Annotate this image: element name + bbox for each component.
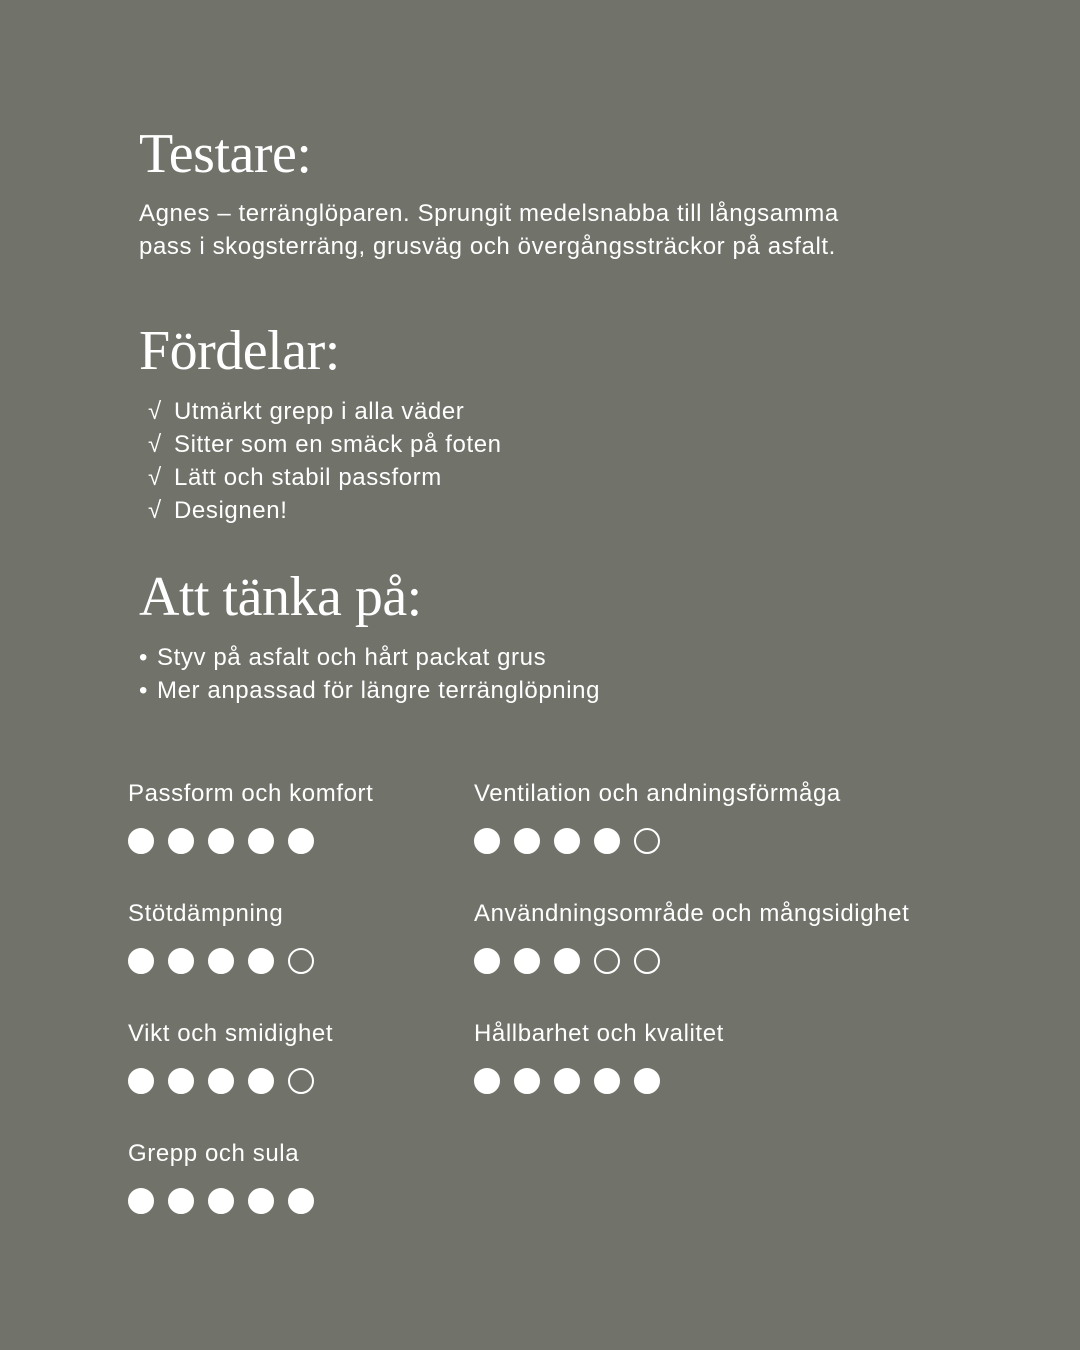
rating-dot-filled-icon [594, 1068, 620, 1094]
cons-list-item [139, 641, 600, 674]
rating-dot-filled-icon [554, 828, 580, 854]
heading-att-tanka-pa: Att tänka på: [139, 566, 422, 628]
check-mark-icon: √ [148, 431, 162, 458]
pros-item-label: Utmärkt grepp i alla väder [174, 398, 465, 425]
rating-label: Ventilation och andningsförmåga [474, 780, 841, 807]
pros-item-label: Designen! [174, 497, 288, 524]
rating-dot-filled-icon [208, 1188, 234, 1214]
rating-dots [128, 1188, 328, 1214]
rating-dot-filled-icon [128, 1188, 154, 1214]
cons-item-label: Mer anpassad för längre terränglöpning [157, 677, 601, 704]
rating-dot-filled-icon [208, 1068, 234, 1094]
rating-dots [128, 948, 328, 974]
rating-dots [474, 828, 674, 854]
bullet-icon: • [139, 677, 149, 704]
rating-dot-filled-icon [248, 1188, 274, 1214]
cons-item-label: Styv på asfalt och hårt packat grus [157, 644, 547, 671]
rating-dot-filled-icon [128, 1068, 154, 1094]
rating-dot-empty-icon [594, 948, 620, 974]
rating-dot-filled-icon [474, 1068, 500, 1094]
rating-passform-och-komfort [128, 779, 373, 809]
rating-dot-empty-icon [288, 1068, 314, 1094]
rating-dot-filled-icon [474, 948, 500, 974]
rating-dot-filled-icon [514, 828, 540, 854]
rating-dots [474, 948, 674, 974]
rating-label: Passform och komfort [128, 780, 374, 807]
tester-description [139, 197, 839, 263]
pros-list-item [148, 494, 502, 527]
rating-dot-filled-icon [634, 1068, 660, 1094]
tester-description-line-2: pass i skogsterräng, grusväg och övergångssträckor på asfalt. [139, 233, 836, 260]
rating-vikt-och-smidighet [128, 1019, 333, 1049]
pros-list-item [148, 395, 502, 428]
rating-dot-filled-icon [208, 948, 234, 974]
rating-label: Hållbarhet och kvalitet [474, 1020, 724, 1047]
rating-dot-filled-icon [248, 948, 274, 974]
rating-label: Stötdämpning [128, 900, 284, 927]
heading-testare: Testare: [139, 123, 312, 185]
rating-dot-filled-icon [168, 948, 194, 974]
rating-dot-filled-icon [288, 828, 314, 854]
tester-description-line-1: Agnes – terränglöparen. Sprungit medelsnabba till långsamma [139, 200, 839, 227]
pros-list-item [148, 428, 502, 461]
rating-dot-empty-icon [288, 948, 314, 974]
rating-dot-filled-icon [128, 828, 154, 854]
rating-anvandningsomrade-och-mangsidighet [474, 899, 909, 929]
check-mark-icon: √ [148, 464, 162, 491]
rating-dot-filled-icon [514, 948, 540, 974]
rating-dot-filled-icon [554, 948, 580, 974]
rating-dot-filled-icon [594, 828, 620, 854]
check-mark-icon: √ [148, 398, 162, 425]
rating-dot-filled-icon [474, 828, 500, 854]
rating-hallbarhet-och-kvalitet [474, 1019, 724, 1049]
bullet-icon: • [139, 644, 149, 671]
pros-item-label: Sitter som en smäck på foten [174, 431, 502, 458]
rating-dot-empty-icon [634, 828, 660, 854]
pros-item-label: Lätt och stabil passform [174, 464, 442, 491]
rating-label: Grepp och sula [128, 1140, 300, 1167]
rating-stotdampning [128, 899, 283, 929]
pros-list [148, 395, 502, 527]
rating-dot-filled-icon [248, 1068, 274, 1094]
heading-fordelar: Fördelar: [139, 320, 340, 382]
rating-dots [128, 828, 328, 854]
rating-ventilation-och-andningsformaga [474, 779, 841, 809]
rating-dot-filled-icon [514, 1068, 540, 1094]
rating-dot-filled-icon [128, 948, 154, 974]
rating-label: Vikt och smidighet [128, 1020, 334, 1047]
rating-dots [128, 1068, 328, 1094]
rating-dot-filled-icon [288, 1188, 314, 1214]
rating-dot-filled-icon [208, 828, 234, 854]
check-mark-icon: √ [148, 497, 162, 524]
rating-grepp-och-sula [128, 1139, 299, 1169]
rating-dot-empty-icon [634, 948, 660, 974]
rating-dot-filled-icon [168, 1068, 194, 1094]
cons-list-item [139, 674, 600, 707]
rating-dot-filled-icon [248, 828, 274, 854]
rating-dot-filled-icon [168, 828, 194, 854]
rating-dot-filled-icon [168, 1188, 194, 1214]
rating-dot-filled-icon [554, 1068, 580, 1094]
rating-dots [474, 1068, 674, 1094]
pros-list-item [148, 461, 502, 494]
rating-label: Användningsområde och mångsidighet [474, 900, 910, 927]
cons-list [139, 641, 600, 707]
